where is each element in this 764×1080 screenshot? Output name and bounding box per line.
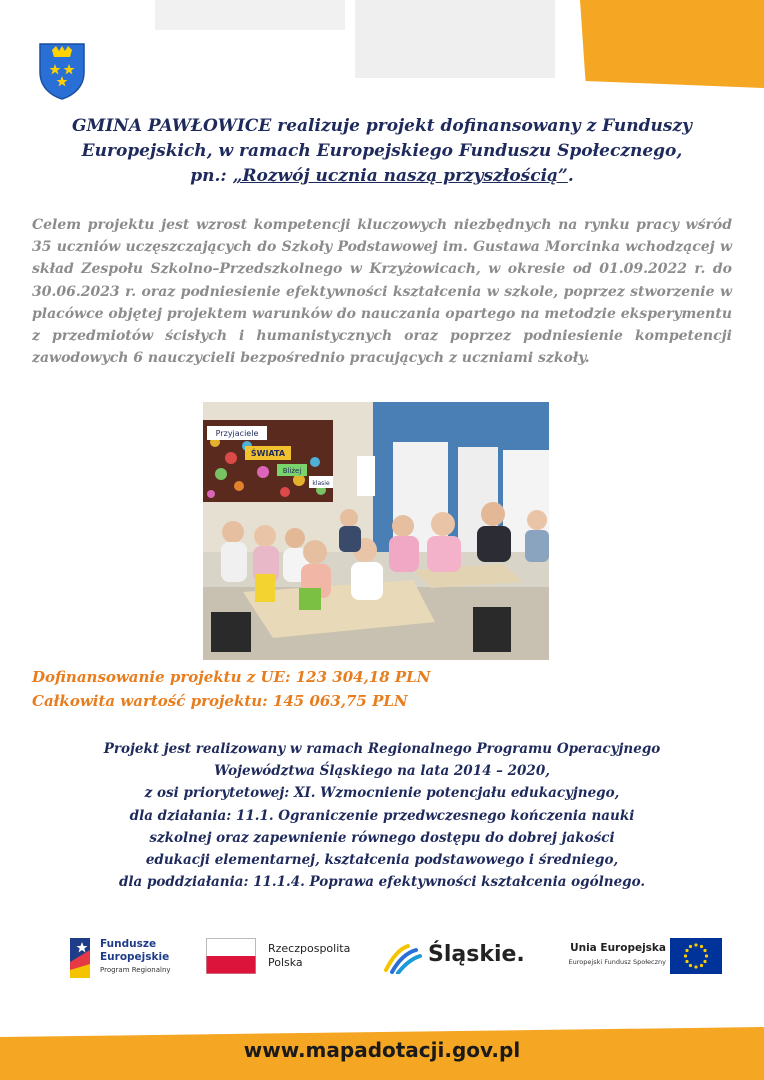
header-decoration-orange (580, 0, 764, 88)
title-prefix: pn.: (190, 166, 233, 186)
coat-of-arms-icon (38, 42, 86, 100)
fe-line-1: Fundusze (100, 938, 157, 950)
title-line-2: Europejskich, w ramach Europejskiego Funduszu Społecznego, (81, 141, 683, 161)
program-line: Województwa Śląskiego na lata 2014 – 2020, (214, 763, 550, 780)
logo-unia-europejska (556, 936, 726, 982)
fe-line-2: Europejskie (100, 951, 170, 963)
program-description (40, 738, 724, 893)
project-title (40, 114, 724, 189)
funding-eu: Dofinansowanie projektu z UE: 123 304,18 PLN (32, 668, 431, 686)
logos-strip (0, 928, 764, 988)
board-label-4: klasie (312, 480, 330, 487)
classroom-photo (203, 402, 549, 660)
board-label-1: Przyjaciele (215, 429, 259, 438)
slaskie-label: Śląskie. (428, 942, 525, 967)
ue-line-1: Unia Europejska (570, 942, 666, 954)
logo-rzeczpospolita-polska (206, 936, 366, 982)
ue-line-2: Europejski Fundusz Społeczny (568, 958, 666, 966)
header-decoration-grey-right (355, 0, 555, 78)
slaskie-icon (384, 940, 422, 974)
funding-total: Całkowita wartość projektu: 145 063,75 PLN (32, 692, 408, 710)
logo-fundusze-europejskie (68, 930, 188, 986)
program-line: Projekt jest realizowany w ramach Regionalnego Programu Operacyjnego (103, 741, 661, 757)
program-line: edukacji elementarnej, kształcenia podstawowego i średniego, (145, 852, 619, 869)
project-name-link[interactable]: „Rozwój ucznia naszą przyszłością” (232, 166, 568, 186)
program-line: dla działania: 11.1. Ograniczenie przedwczesnego kończenia nauki (129, 807, 635, 824)
fe-line-3: Program Regionalny (100, 966, 171, 974)
title-suffix: . (567, 166, 574, 186)
footer-url-link[interactable]: www.mapadotacji.gov.pl (243, 1038, 521, 1062)
program-line: dla poddziałania: 11.1.4. Poprawa efektywności kształcenia ogólnego. (118, 874, 646, 891)
program-line: szkolnej oraz zapewnienie równego dostępu do dobrej jakości (149, 829, 615, 846)
title-line-1: GMINA PAWŁOWICE realizuje projekt dofinansowany z Funduszy (72, 116, 692, 136)
header-decoration-grey-left (155, 0, 345, 30)
program-line: z osi priorytetowej: XI. Wzmocnienie potencjału edukacyjnego, (144, 785, 620, 802)
rp-line-1: Rzeczpospolita (268, 942, 351, 955)
board-label-3: Bliżej (282, 467, 302, 475)
eu-flag-icon (670, 938, 722, 974)
board-label-2: ŚWIATA (250, 449, 286, 458)
rp-line-2: Polska (268, 956, 303, 969)
polish-flag-icon (206, 938, 256, 974)
logo-slaskie (384, 938, 534, 978)
fundusze-europejskie-icon (68, 934, 98, 982)
project-goal-text: Celem projektu jest wzrost kompetencji kluczowych niezbędnych na rynku pracy wśród 35 uczniów uczęszczających do Szkoły Podstawowej im. Gustawa Morcinka wchodzącej w skład Zespołu Szkolno–Przedszkolnego w Krzyżowicach, w okresie od 01.09.2022 r. do 30.06.2023 r. oraz podniesienie efektywności kształcenia w szkole, poprzez stworzenie w placówce objętej projektem warunków do nauczania opartego na metodzie eksperymentu z przedmiotów ścisłych i humanistycznych oraz poprzez podniesienie kompetencji zawodowych 6 nauczycieli bezpośrednio pracujących z uczniami szkoły. (32, 217, 732, 367)
title-line-3 (40, 164, 724, 189)
